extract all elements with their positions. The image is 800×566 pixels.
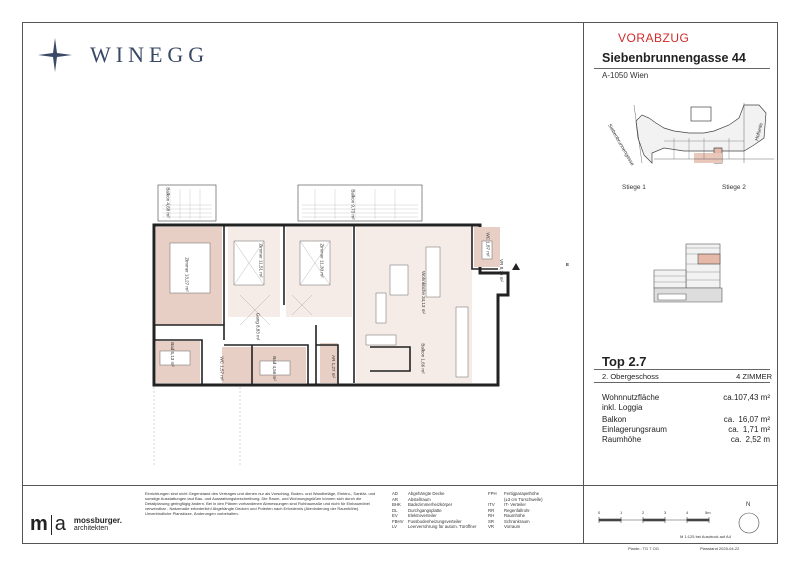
svg-text:2: 2 (642, 510, 645, 515)
star-icon (38, 38, 72, 72)
room-label-wc-1: WC 1,87 m² (485, 232, 491, 257)
project-city: A-1050 Wien (602, 71, 649, 80)
legend-abbreviations-a: AD Abgehängte Decke AR Abstellraum BHK Badezimmerheizkörper DL Durchgangsplatte EV Elektroverteiler FBHV Fussbodenheizungsverteiler LV Leerverrohrung für autom. Türöffner (392, 491, 477, 529)
room-label-wohnkueche: Wohnküche 34,13 m² (420, 271, 426, 314)
room-label-balkon-1: Balkon 4,68 m² (165, 187, 171, 218)
site-keyplan (594, 93, 774, 198)
legend-abbreviations-b: FPH Fertigparapethöhe (±3 cm Türschwelle) ITV IT- Verteiler RR Regenfallrohr RH Raumhöhe SR Schrankraum VR Vorraum (488, 491, 543, 529)
architect-sub: architekten (73, 524, 109, 532)
svg-text:0: 0 (598, 510, 601, 515)
entrance-label: E (566, 262, 570, 267)
plan-number: Planbr.: TG 7 OG (628, 546, 659, 551)
north-arrow-icon (734, 499, 764, 544)
room-label-zimmer-1: Zimmer 13,27 m² (184, 257, 190, 292)
svg-text:4: 4 (686, 510, 689, 515)
svg-text:3: 3 (664, 510, 667, 515)
unit-title: Top 2.7 (602, 354, 647, 369)
room-label-wc-2: WC 1,57 m² (219, 356, 225, 381)
separator (594, 369, 770, 370)
room-label-bad-1: Bad 5,13 m² (169, 342, 175, 367)
room-label-balkon-2: Balkon 9,73 m² (350, 189, 356, 220)
architect-name: mossburger. (73, 515, 122, 525)
brand-name: WINEGG (90, 42, 210, 67)
room-label-ar: AR 1,27 m² (330, 355, 336, 378)
room-label-balkon-3: Balkon 1,66 m² (420, 343, 426, 374)
project-address: Siebenbrunnengasse 44 (602, 51, 746, 65)
separator (594, 68, 770, 69)
scale-label: M 1:125 bei Ausdruck auf A4 (680, 534, 731, 539)
area-row: Wohnnutzfläche ca.107,43 m² (602, 393, 770, 402)
plan-date: Planstand 2025-04-22 (700, 546, 740, 551)
court-label: Hofseite (754, 122, 765, 142)
room-label-bad-2: Bad 4,56 m² (271, 356, 277, 381)
area-row: Balkon ca. 16,07 m² (602, 415, 770, 424)
title-block-divider (583, 22, 584, 544)
status-stamp: VORABZUG (618, 31, 690, 45)
area-row: inkl. Loggia (602, 403, 643, 412)
room-label-zimmer-3: Zimmer 11,30 m² (319, 243, 325, 278)
architect-logo: m a mossburger. architekten (30, 513, 122, 535)
section-keyplan (640, 240, 730, 325)
street-label: Siebenbrunnengasse (606, 123, 636, 167)
svg-text:1: 1 (620, 510, 623, 515)
floor-plan (140, 175, 580, 480)
svg-text:5m: 5m (705, 510, 711, 515)
room-label-vr: VR 8,79 m² (498, 259, 504, 282)
svg-text:N: N (746, 502, 751, 508)
area-table (602, 393, 770, 445)
separator (594, 382, 770, 383)
scale-bar (597, 508, 717, 535)
disclaimer-text: Einrichtungen sind nicht Gegenstand des Vertrages und dienen nur als Vorschlag. Boden- und Wandbeläge, Elektro-, Sanitär- und sonstige Ausstattungen laut Bau- und Ausstattungsbeschreibung. Die Raum- und Wohnungsgrößen können sich durch die Detailplanung geringfügig ändern. Bei in den Plänen vorhandenen Abmessungen sind Rohbaumaße und nicht für Einbaumöbel verwendbar - Naturmaße erforderlich! Abgehängte Decken und Poterien nach Erfordernis (Abminderung der Raumhöhe). Unverbindliche Planskizze, Änderungen vorbehalten. (145, 491, 376, 516)
area-row: Einlagerungsraum ca. 1,71 m² (602, 425, 770, 434)
unit-floor: 2. Obergeschoss (602, 372, 659, 381)
stiege-1-label: Stiege 1 (622, 184, 646, 191)
stiege-2-label: Stiege 2 (722, 184, 746, 191)
room-label-zimmer-2: Zimmer 11,51 m² (258, 243, 264, 278)
area-row: Raumhöhe ca. 2,52 m (602, 435, 770, 444)
room-label-gang: Gang 8,83 m² (255, 312, 261, 341)
unit-rooms: 4 ZIMMER (736, 372, 772, 381)
footer-divider (22, 485, 778, 486)
brand-logo (38, 38, 209, 72)
